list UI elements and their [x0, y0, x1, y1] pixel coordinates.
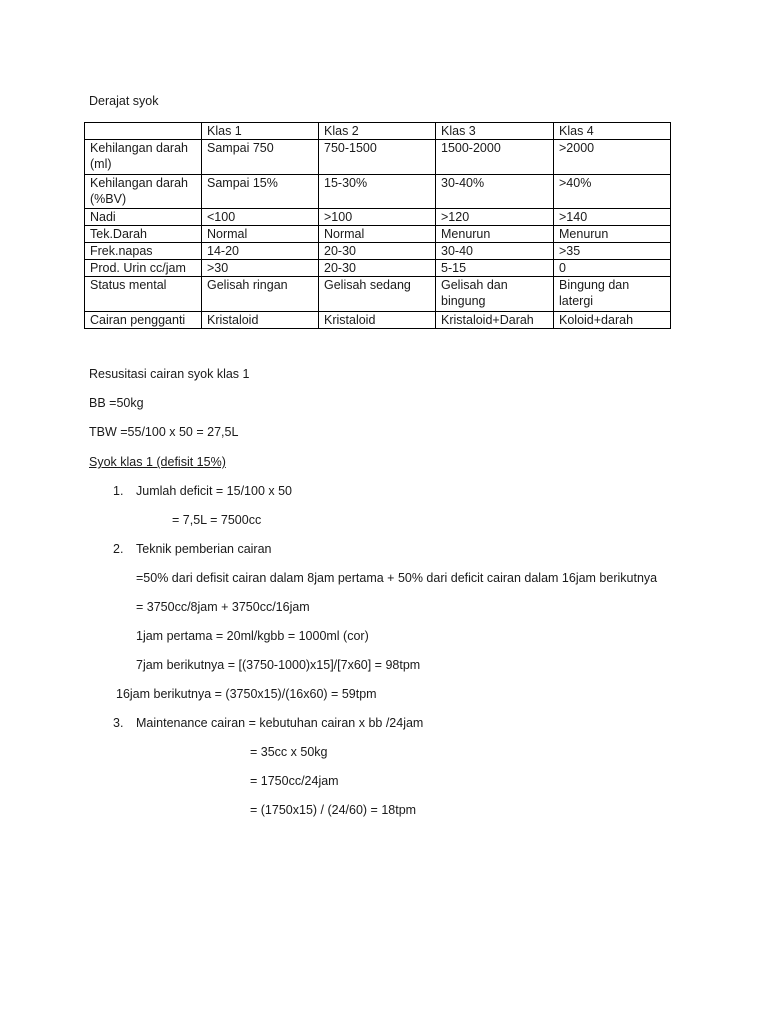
table-cell: Bingung dan latergi [554, 277, 671, 312]
table-row [85, 226, 671, 243]
list-item-text: =50% dari defisit cairan dalam 8jam pertama + 50% dari deficit cairan dalam 16jam berikutnya [136, 571, 658, 585]
table-cell: Tek.Darah [85, 226, 202, 243]
table-cell: <100 [202, 209, 319, 226]
table-cell: Kehilangan darah (ml) [85, 140, 202, 175]
table-cell: Gelisah dan bingung [436, 277, 554, 312]
list-item-text: 16jam berikutnya = (3750x15)/(16x60) = 59tpm [116, 687, 377, 701]
list-item-text: Jumlah deficit = 15/100 x 50 [136, 484, 292, 498]
list-item-text: = 1750cc/24jam [250, 774, 339, 788]
section-title: Resusitasi cairan syok klas 1 [89, 367, 250, 381]
table-cell: 20-30 [319, 243, 436, 260]
list-item-text: = 7,5L = 7500cc [172, 513, 262, 527]
table-cell: Koloid+darah [554, 312, 671, 329]
table-cell: Cairan pengganti [85, 312, 202, 329]
table-cell: Status mental [85, 277, 202, 312]
table-row [85, 243, 671, 260]
table-cell: 30-40% [436, 175, 554, 209]
table-cell: Normal [202, 226, 319, 243]
table-cell: 0 [554, 260, 671, 277]
table-cell: 30-40 [436, 243, 554, 260]
table-cell: 1500-2000 [436, 140, 554, 175]
table-cell: Kristaloid+Darah [436, 312, 554, 329]
table-cell: Kristaloid [319, 312, 436, 329]
list-item-text: = 35cc x 50kg [250, 745, 328, 759]
table-header-cell: Klas 1 [202, 123, 319, 140]
list-number: 3. [113, 716, 124, 730]
table-cell: Normal [319, 226, 436, 243]
table-header-cell: Klas 4 [554, 123, 671, 140]
table-row [85, 140, 671, 175]
shock-class-table [84, 122, 671, 329]
table-header-cell: Klas 2 [319, 123, 436, 140]
table-cell: Menurun [436, 226, 554, 243]
table-cell: Nadi [85, 209, 202, 226]
table-row [85, 209, 671, 226]
table-header-cell [85, 123, 202, 140]
table-cell: Kristaloid [202, 312, 319, 329]
list-number: 1. [113, 484, 124, 498]
table-cell: >140 [554, 209, 671, 226]
table-cell: 20-30 [319, 260, 436, 277]
list-item-text: 7jam berikutnya = [(3750-1000)x15]/[7x60] = 98tpm [136, 658, 421, 672]
list-item-text: = (1750x15) / (24/60) = 18tpm [250, 803, 417, 817]
table-row [85, 175, 671, 209]
list-number: 2. [113, 542, 124, 556]
list-item-text: 1jam pertama = 20ml/kgbb = 1000ml (cor) [136, 629, 369, 643]
list-item-text: Teknik pemberian cairan [136, 542, 272, 556]
table-cell: 15-30% [319, 175, 436, 209]
body-weight-line: BB =50kg [89, 396, 144, 410]
table-cell: Frek.napas [85, 243, 202, 260]
table-cell: Prod. Urin cc/jam [85, 260, 202, 277]
document-title: Derajat syok [89, 94, 159, 108]
table-cell: Gelisah sedang [319, 277, 436, 312]
table-cell: >2000 [554, 140, 671, 175]
subheading: Syok klas 1 (defisit 15%) [89, 455, 226, 469]
table-cell: Sampai 15% [202, 175, 319, 209]
list-item-text: Maintenance cairan = kebutuhan cairan x bb /24jam [136, 716, 424, 730]
tbw-line: TBW =55/100 x 50 = 27,5L [89, 425, 239, 439]
table-header-cell: Klas 3 [436, 123, 554, 140]
list-item-text: = 3750cc/8jam + 3750cc/16jam [136, 600, 310, 614]
table-cell: Sampai 750 [202, 140, 319, 175]
table-cell: >30 [202, 260, 319, 277]
table-row [85, 277, 671, 312]
table-header-row [85, 123, 671, 140]
table-row [85, 260, 671, 277]
table-cell: 750-1500 [319, 140, 436, 175]
table-cell: Gelisah ringan [202, 277, 319, 312]
table-cell: >100 [319, 209, 436, 226]
table-cell: >40% [554, 175, 671, 209]
table-cell: Kehilangan darah (%BV) [85, 175, 202, 209]
table-cell: Menurun [554, 226, 671, 243]
table-row [85, 312, 671, 329]
table-cell: >120 [436, 209, 554, 226]
table-cell: 5-15 [436, 260, 554, 277]
table-cell: 14-20 [202, 243, 319, 260]
table-cell: >35 [554, 243, 671, 260]
